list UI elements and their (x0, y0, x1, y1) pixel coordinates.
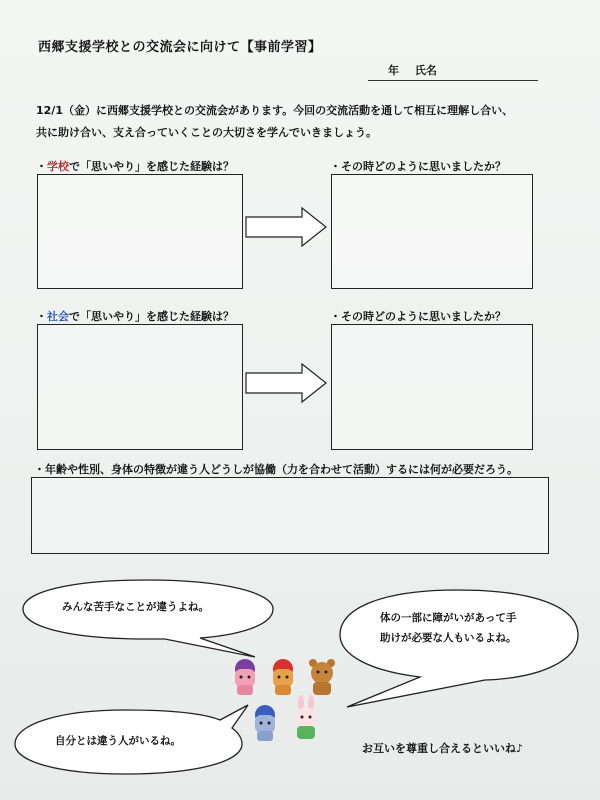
bubble-text-top-left: みんな苦手なことが違うよね。 (62, 601, 209, 613)
mascot-pink-icon (235, 659, 255, 695)
name-field[interactable] (368, 62, 538, 81)
school-experience-box[interactable] (37, 174, 243, 289)
speech-bubble-right (335, 585, 583, 715)
arrow-right-icon (244, 206, 330, 248)
mascot-rabbit-icon (296, 695, 316, 739)
bullet: ・ (36, 160, 47, 173)
arrow-right-icon (244, 362, 330, 404)
page-title: 西郷支援学校との交流会に向けて【事前学習】 (38, 40, 322, 55)
bullet: ・ (36, 310, 47, 323)
keyword-school: 学校 (47, 160, 69, 173)
cooperation-question: ・年齢や性別、身体の特徴が違う人どうしが協働（力を合わせて活動）するには何が必要だろう。 (34, 463, 518, 476)
intro-line-2: 共に助け合い、支え合っていくことの大切さを学んでいきましょう。 (36, 126, 377, 139)
question-rest: で「思いやり」を感じた経験は？ (69, 310, 234, 323)
bubble-text-bottom-left: 自分とは違う人がいるね。 (55, 735, 181, 747)
intro-line-1: 12/1（金）に西郷支援学校との交流会があります。今回の交流活動を通して相互に理解し合い、 (36, 104, 514, 117)
society-feeling-box[interactable] (331, 324, 533, 450)
closing-message: お互いを尊重し合えるといいね♪ (362, 742, 524, 755)
speech-bubble-top-left (15, 575, 280, 665)
year-label: 年 (388, 64, 399, 77)
mascot-characters-illustration (225, 655, 345, 755)
society-experience-box[interactable] (37, 324, 243, 450)
school-feeling-box[interactable] (331, 174, 533, 289)
mascot-bear-icon (309, 659, 335, 695)
cooperation-answer-box[interactable] (31, 477, 549, 554)
society-feeling-question: ・その時どのように思いましたか？ (330, 310, 506, 323)
name-label: 氏名 (414, 64, 437, 77)
school-feeling-question: ・その時どのように思いましたか？ (330, 160, 506, 173)
mascot-orange-icon (273, 659, 293, 695)
school-question (36, 158, 234, 174)
bubble-text-right (380, 608, 517, 648)
question-rest: で「思いやり」を感じた経験は？ (69, 160, 234, 173)
bubble-right-line-1: 体の一部に障がいがあって手 (380, 612, 517, 624)
keyword-society: 社会 (47, 310, 69, 323)
bubble-right-line-2: 助けが必要な人もいるよね。 (380, 632, 517, 644)
mascot-blue-icon (255, 705, 275, 741)
intro-text (36, 100, 556, 144)
society-question (36, 308, 234, 324)
